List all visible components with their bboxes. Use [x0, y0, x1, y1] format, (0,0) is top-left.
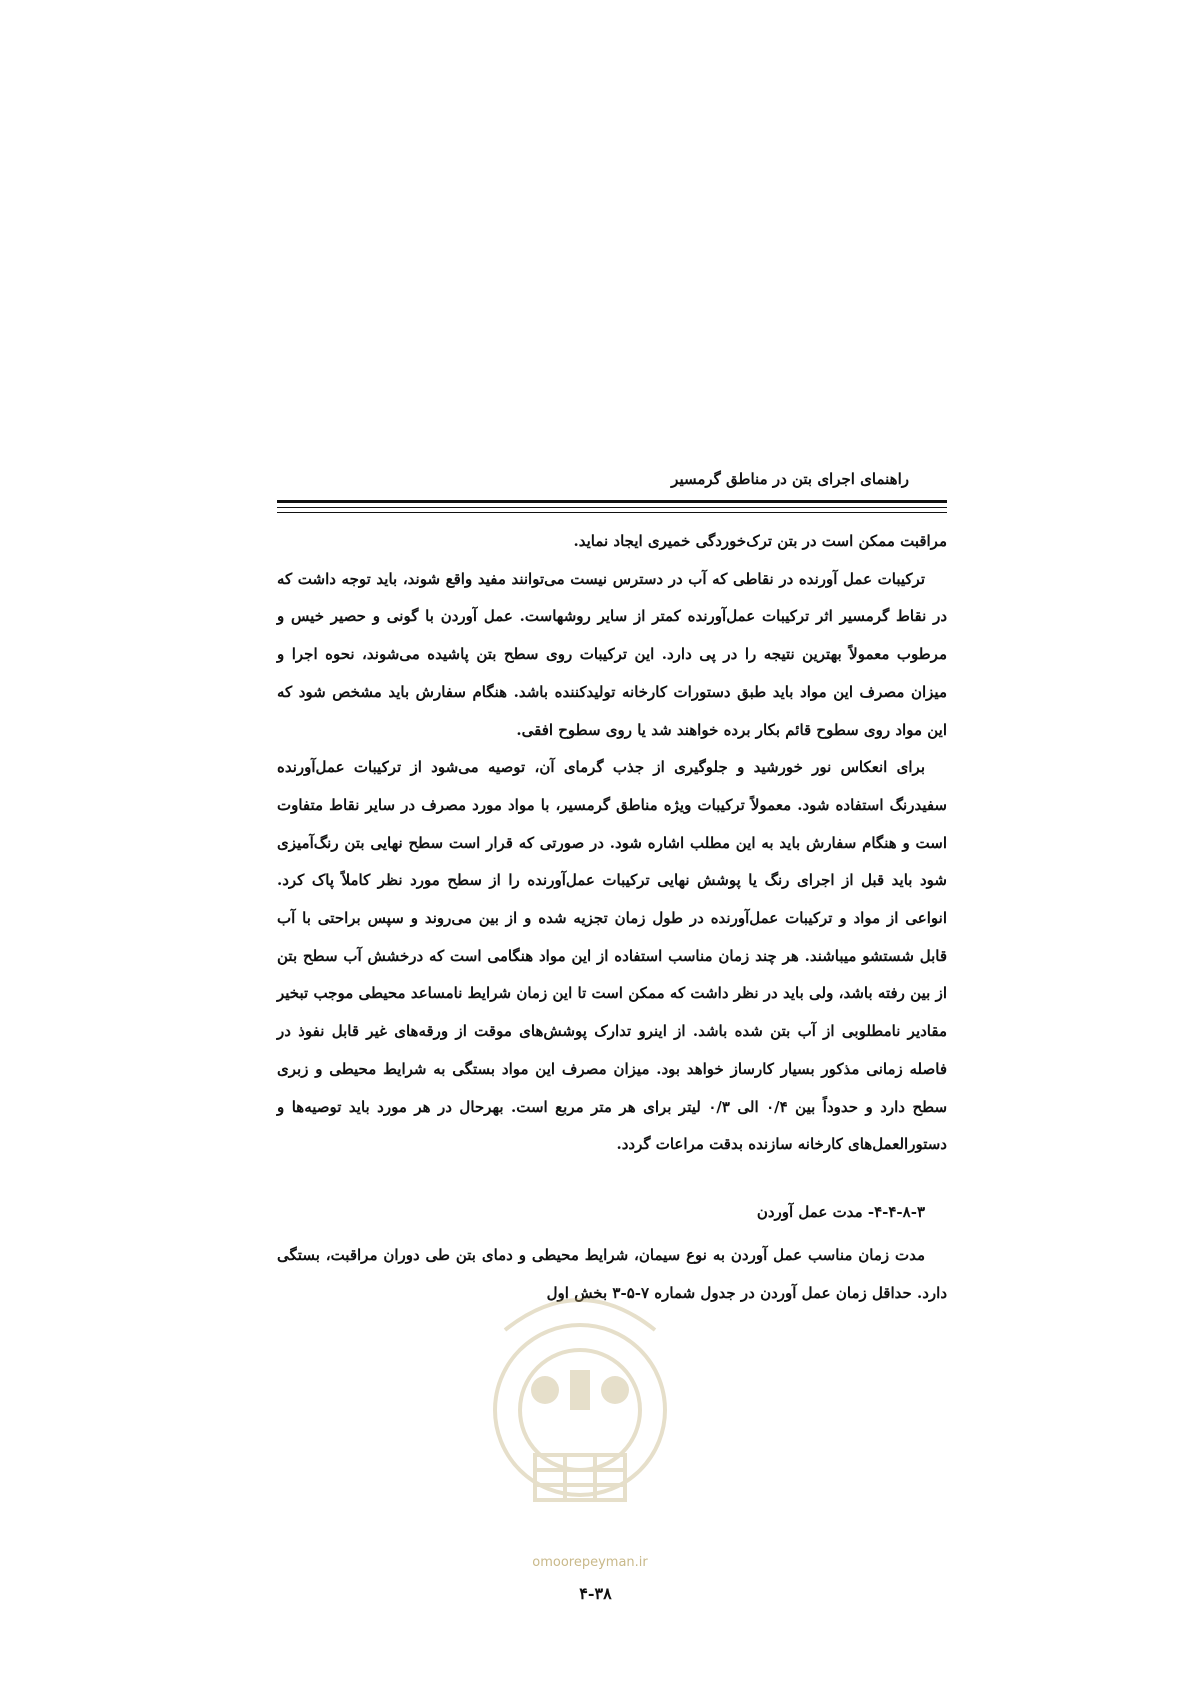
body-text — [277, 523, 947, 1312]
section-paragraph: مدت زمان مناسب عمل آوردن به نوع سیمان، شرایط محیطی و دمای بتن طی دوران مراقبت، بستگی دارد. حداقل زمان عمل آوردن در جدول شماره ۷-۵-۳ بخش اول — [277, 1245, 947, 1302]
paragraph-continuation: مراقبت ممکن است در بتن ترک‌خوردگی خمیری ایجاد نماید. — [573, 532, 947, 550]
section-heading: ۴-۴-۸-۳- مدت عمل آوردن — [756, 1202, 925, 1221]
page-number: ۴-۳۸ — [579, 1584, 612, 1603]
running-header-title: راهنمای اجرای بتن در مناطق گرمسیر — [671, 470, 909, 488]
watermark-url: omoorepeyman.ir — [532, 1555, 648, 1570]
header-rule-thick — [277, 500, 947, 503]
paragraph: برای انعکاس نور خورشید و جلوگیری از جذب گرمای آن، توصیه می‌شود از ترکیبات عمل‌آورنده سفیدرنگ استفاده شود. معمولاً ترکیبات ویژه مناطق گرمسیر، با مواد مورد مصرف در سایر نقاط متفاوت است و هنگام سفارش باید به این مطلب اشاره شود. در صورتی که قرار است سطح نهایی بتن رنگ‌آمیزی شود باید قبل از اجرای رنگ یا پوشش نهایی ترکیبات عمل‌آورنده را از سطح مورد نظر کاملاً پاک کرد. انواعی از مواد و ترکیبات عمل‌آورنده در طول زمان تجزیه شده و از بین می‌روند و سپس براحتی با آب قابل شستشو میباشند. هر چند زمان مناسب استفاده از این مواد هنگامی است که درخشش آب سطح بتن از بین رفته باشد، ولی باید در نظر داشت که ممکن است تا این زمان شرایط نامساعد محیطی موجب تبخیر مقادیر نامطلوبی از آب بتن شده باشد. از اینرو تدارک پوشش‌های موقت از ورقه‌های غیر قابل نفوذ در فاصله زمانی مذکور بسیار کارساز خواهد بود. میزان مصرف این مواد بستگی به شرایط محیطی و زبری سطح دارد و حدوداً بین ۰/۴ الی ۰/۳ لیتر برای هر متر مربع است. بهرحال در هر مورد باید توصیه‌ها و دستورالعمل‌های کارخانه سازنده بدقت مراعات گردد. — [277, 758, 948, 1154]
header-rule-thin — [277, 512, 947, 513]
header-rule-thin — [277, 507, 947, 508]
paragraph: ترکیبات عمل آورنده در نقاطی که آب در دسترس نیست می‌توانند مفید واقع شوند، باید توجه داشت که در نقاط گرمسیر اثر ترکیبات عمل‌آورنده کمتر از سایر روشهاست. عمل آوردن با گونی و حصیر خیس و مرطوب معمولاً بهترین نتیجه را در پی دارد. این ترکیبات روی سطح بتن پاشیده می‌شوند، نحوه اجرا و میزان مصرف این مواد باید طبق دستورات کارخانه تولیدکننده باشد. هنگام سفارش باید مشخص شود که این مواد روی سطوح قائم بکار برده خواهند شد یا روی سطوح افقی. — [277, 569, 947, 739]
